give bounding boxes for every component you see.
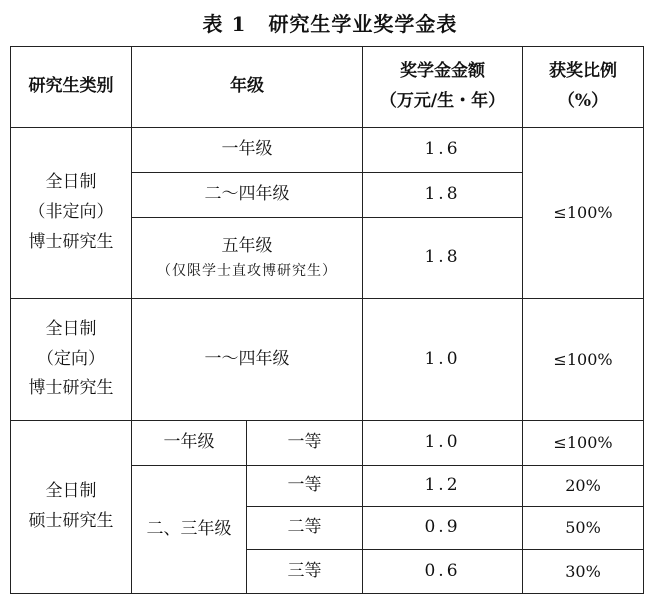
header-ratio-line1: 获奖比例: [549, 61, 617, 82]
amount-cell: 0.6: [363, 550, 523, 594]
grade-cell: [132, 218, 363, 299]
table-row: [11, 128, 644, 173]
category-masters: [11, 421, 132, 594]
level-cell: 三等: [247, 550, 363, 594]
grade-note: （仅限学士直攻博研究生）: [157, 263, 337, 280]
level-cell: 一等: [247, 421, 363, 466]
ratio-cell: ≤100%: [523, 128, 644, 299]
ratio-cell: 20%: [523, 466, 644, 507]
scholarship-table: [10, 46, 644, 594]
category-label-line1: 全日制: [45, 318, 97, 339]
header-amount-line2: （万元/生・年）: [379, 91, 506, 111]
level-cell: 二等: [247, 507, 363, 550]
amount-cell: 0.9: [363, 507, 523, 550]
ratio-cell: 50%: [523, 507, 644, 550]
amount-cell: 1.0: [363, 421, 523, 466]
amount-cell: 1.8: [363, 173, 523, 218]
ratio-cell: ≤100%: [523, 299, 644, 421]
grade-cell: 一年级: [132, 128, 363, 173]
table-row: [11, 299, 644, 421]
ratio-cell: 30%: [523, 550, 644, 594]
table-caption: 研究生学业奖学金表: [268, 12, 458, 36]
category-label-line3: 博士研究生: [28, 231, 114, 252]
header-ratio: [523, 47, 644, 128]
category-phd-nondirected: [11, 128, 132, 299]
category-label-line2: 硕士研究生: [28, 511, 114, 531]
table-title: [0, 8, 660, 37]
amount-cell: 1.2: [363, 466, 523, 507]
category-label-line2: （非定向）: [28, 202, 114, 223]
grade-label: 五年级: [221, 236, 273, 257]
grade-cell: 一～四年级: [132, 299, 363, 421]
grade-cell: 二、三年级: [132, 466, 247, 594]
category-label-line1: 全日制: [45, 481, 97, 502]
header-ratio-line2: （%）: [557, 91, 609, 111]
amount-cell: 1.8: [363, 218, 523, 299]
category-label-line1: 全日制: [45, 172, 97, 193]
amount-cell: 1.6: [363, 128, 523, 173]
header-grade: 年级: [132, 47, 363, 128]
table-header-row: [11, 47, 644, 128]
grade-cell: 二～四年级: [132, 173, 363, 218]
header-category: 研究生类别: [11, 47, 132, 128]
ratio-cell: ≤100%: [523, 421, 644, 466]
category-label-line2: （定向）: [37, 348, 105, 369]
table-number: 表 1: [202, 12, 247, 36]
category-phd-directed: [11, 299, 132, 421]
level-cell: 一等: [247, 466, 363, 507]
header-amount: [363, 47, 523, 128]
category-label-line3: 博士研究生: [28, 378, 114, 399]
table-row: [11, 421, 644, 466]
amount-cell: 1.0: [363, 299, 523, 421]
header-amount-line1: 奖学金金额: [400, 61, 485, 82]
grade-cell: 一年级: [132, 421, 247, 466]
